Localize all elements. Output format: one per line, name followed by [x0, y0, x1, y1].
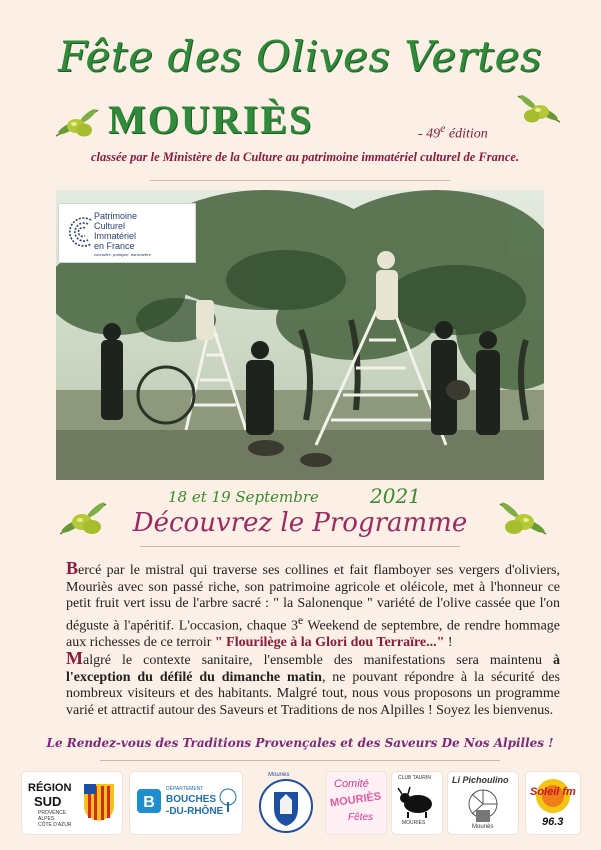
department-icon [136, 788, 162, 814]
heritage-badge [58, 203, 196, 263]
tagline: Le Rendez-vous des Traditions Provençales et des Saveurs De Nos Alpilles ! [46, 736, 554, 750]
town-crest-icon [258, 778, 314, 834]
event-year: 2021 [370, 484, 421, 508]
svg-text:B: B [143, 794, 155, 811]
region-sud-logo: RÉGION SUD PROVENCE ALPES CÔTE D'AZUR [22, 772, 122, 834]
festival-title: Fête des Olives Vertes [58, 32, 542, 81]
pci-label: Patrimoine Culturel Immatériel en France [94, 211, 138, 251]
edition-label: - 49e édition [418, 122, 488, 142]
divider [140, 546, 460, 547]
divider [150, 180, 450, 181]
sponsor-logos [22, 772, 582, 836]
heritage-classification: classée par le Ministère de la Culture au patrimoine immatériel culturel de France. [90, 150, 520, 164]
region-shield-icon [82, 782, 116, 822]
mouries-crest-logo: Mouriès [258, 772, 314, 834]
olive-branch-icon [516, 92, 562, 128]
sanitary-paragraph: Malgré le contexte sanitaire, l'ensemble des manifestations sera maintenu à l'exception du défilé du dimanche matin, ne pouvant répondre à la sécurité des nombreux visiteurs et des habitants. Malgré tout, nous vous proposons un programme varié et attractif autour des Saveurs et Traditions de nos Alpilles ! Soyez les bienvenus. [66, 648, 560, 718]
programme-link[interactable]: Découvrez le Programme [132, 508, 468, 538]
soleil-fm-logo: Soleil fm 96.3 [526, 772, 580, 834]
intro-paragraph: Bercé par le mistral qui traverse ses collines et fait flamboyer ses vergers d'oliviers, Mouriès avec son passé riche, son patrimoine agricole et oléicole, met à l'honneur ce petit fruit vert issu de l'arbre sacré : " la Salonenque " variété de l'olive cassée que l'on déguste à l'apéritif. L'occasion, chaque 3e Weekend de septembre, de rendre hommage aux richesses de ce terroir " Flourilège à la Glori dou Terraïre..." ! [66, 558, 560, 650]
windmill-icon [458, 786, 508, 822]
town-name: MOURIÈS [108, 97, 314, 142]
bouches-du-rhone-logo: B DÉPARTEMENT BOUCHES -DU-RHÔNE [130, 772, 242, 834]
tree-icon [218, 788, 238, 814]
club-taurin-logo: CLUB TAURIN MOURIÈS [392, 772, 442, 834]
event-days: 18 et 19 Septembre [168, 488, 319, 506]
bull-icon [396, 784, 438, 818]
divider [100, 760, 500, 761]
pci-tagline: connaître, pratiquer, transmettre [94, 252, 151, 257]
comite-des-fetes-logo: Comité MOURIÈS Fêtes [326, 772, 386, 834]
li-pichoulino-logo: Li Pichoulino Mouriès [448, 772, 518, 834]
olive-branch-icon [54, 106, 100, 142]
pci-logo-icon [65, 216, 93, 248]
